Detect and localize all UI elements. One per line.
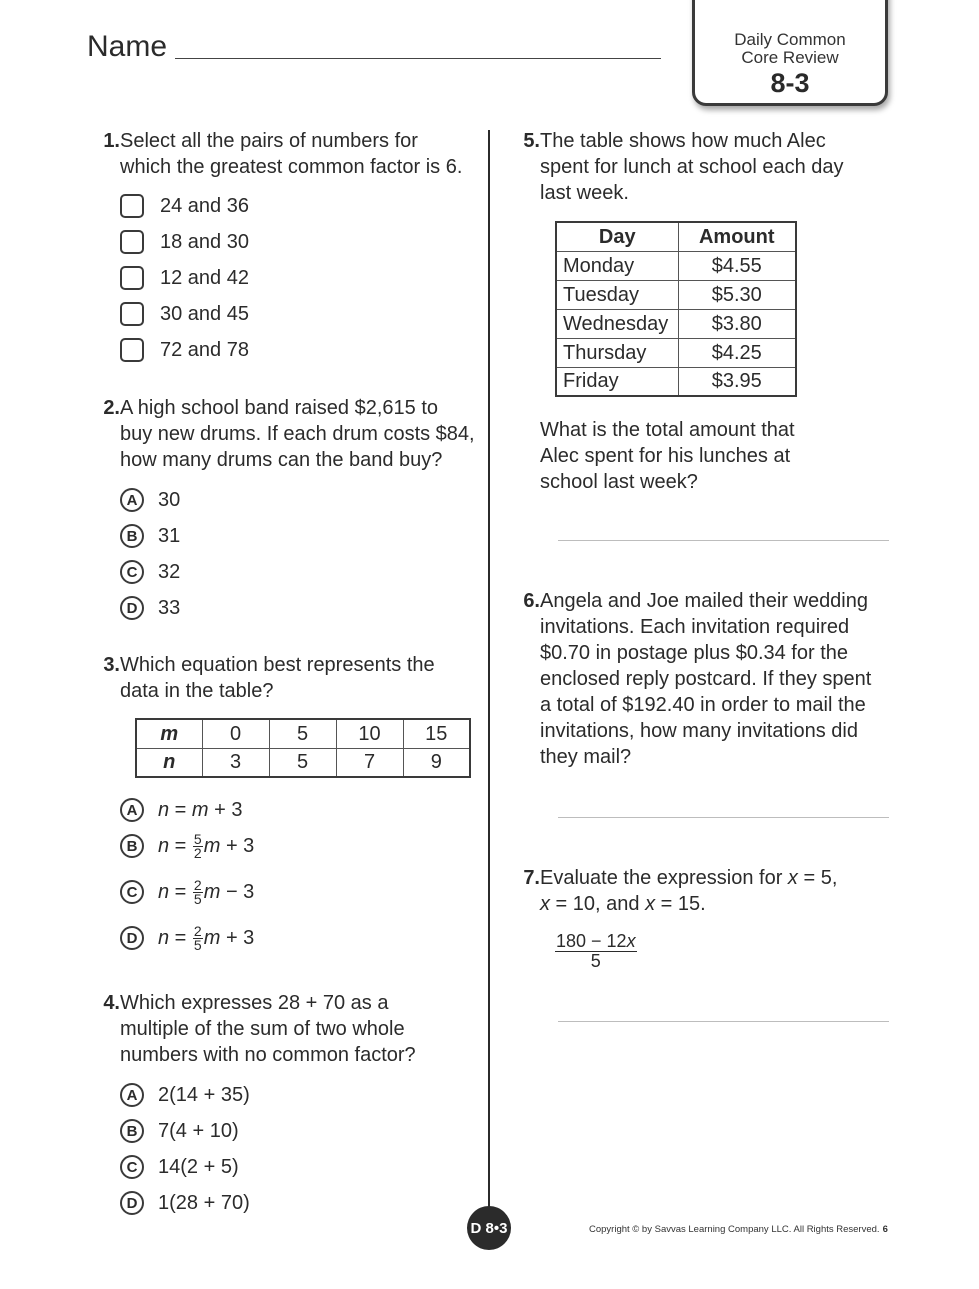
option-checkbox[interactable]: 24 and 36: [120, 193, 249, 219]
question-2: [86, 395, 486, 625]
fraction: $\frac{2}{5}$: [193, 922, 202, 953]
question-number: 4.: [103, 992, 120, 1014]
name-write-line[interactable]: [175, 58, 661, 59]
table-row: Wednesday $3.80: [556, 309, 796, 338]
option-c[interactable]: C n = $\frac{2}{5}$ m − 3: [120, 879, 254, 905]
answer-line-q6[interactable]: [558, 817, 889, 818]
page-number: 6: [882, 1224, 888, 1235]
bubble-a-icon[interactable]: A: [120, 798, 144, 822]
bubble-c-icon[interactable]: C: [120, 880, 144, 904]
fraction: $\frac{5}{2}$: [193, 830, 202, 861]
option-d[interactable]: D n = $\frac{2}{5}$ m + 3: [120, 925, 254, 951]
table-row: Monday $4.55: [556, 251, 796, 280]
option-checkbox[interactable]: 30 and 45: [120, 301, 249, 327]
page-badge: D 8•3: [467, 1206, 511, 1250]
question-text: Select all the pairs of numbers for which the greatest common factor is 6.: [120, 130, 463, 178]
lunch-table: [555, 221, 797, 397]
question-number: 2.: [103, 397, 120, 419]
column-header-amount: Amount: [678, 222, 796, 251]
option-b[interactable]: B 7(4 + 10): [120, 1118, 239, 1144]
question-1: [86, 128, 486, 368]
checkbox-icon[interactable]: [120, 302, 144, 326]
question-5: [506, 128, 896, 508]
question-text: Evaluate the expression for x = 5, x = 10, and x = 15.: [540, 867, 838, 915]
question-number: 7.: [523, 867, 540, 889]
daily-review-tab: [692, 0, 888, 106]
table-row: Friday $3.95: [556, 367, 796, 396]
bubble-d-icon[interactable]: D: [120, 596, 144, 620]
bubble-d-icon[interactable]: D: [120, 926, 144, 950]
checkbox-icon[interactable]: [120, 266, 144, 290]
copyright-notice: Copyright © by Savvas Learning Company LLC. All Rights Reserved. 6: [589, 1224, 888, 1235]
checkbox-icon[interactable]: [120, 194, 144, 218]
table-row: m 0 5 10 15: [136, 719, 470, 748]
question-6: [506, 588, 896, 778]
bubble-c-icon[interactable]: C: [120, 560, 144, 584]
expression-fraction: 180 − 12x 5: [556, 931, 636, 971]
column-header-day: Day: [556, 222, 678, 251]
option-checkbox[interactable]: 12 and 42: [120, 265, 249, 291]
bubble-a-icon[interactable]: A: [120, 488, 144, 512]
question-3: [86, 652, 486, 962]
question-number: 1.: [103, 130, 120, 152]
option-c[interactable]: C 14(2 + 5): [120, 1154, 239, 1180]
option-c[interactable]: C 32: [120, 559, 180, 585]
bubble-b-icon[interactable]: B: [120, 834, 144, 858]
question-text: Angela and Joe mailed their wedding invitations. Each invitation required $0.70 in postage plus $0.34 for the enclosed reply postcard. If they spent a total of $192.40 in order to mail the invitations, how many invitations did they mail?: [540, 590, 872, 768]
option-d[interactable]: D 33: [120, 595, 180, 621]
question-number: 6.: [523, 590, 540, 612]
question-text: The table shows how much Alec spent for lunch at school each day last week.: [540, 130, 844, 204]
answer-line-q5[interactable]: [558, 540, 889, 541]
bubble-d-icon[interactable]: D: [120, 1191, 144, 1215]
option-checkbox[interactable]: 18 and 30: [120, 229, 249, 255]
option-a[interactable]: A 30: [120, 487, 180, 513]
checkbox-icon[interactable]: [120, 230, 144, 254]
checkbox-icon[interactable]: [120, 338, 144, 362]
question-text: Which expresses 28 + 70 as a multiple of the sum of two whole numbers with no common factor?: [120, 992, 416, 1066]
option-a[interactable]: A 2(14 + 35): [120, 1082, 250, 1108]
bubble-a-icon[interactable]: A: [120, 1083, 144, 1107]
review-code: 8-3: [770, 68, 810, 98]
column-divider: [488, 130, 490, 1212]
table-row: n 3 5 7 9: [136, 748, 470, 777]
question-number: 3.: [103, 654, 120, 676]
table-row: Thursday $4.25: [556, 338, 796, 367]
fraction: $\frac{2}{5}$: [193, 876, 202, 907]
table-header-row: [556, 222, 796, 251]
option-checkbox[interactable]: 72 and 78: [120, 337, 249, 363]
review-title-line2: Core Review: [741, 48, 839, 67]
followup-text: What is the total amount that Alec spent for his lunches at school last week?: [540, 419, 795, 493]
option-b[interactable]: B n = $\frac{5}{2}$ m + 3: [120, 833, 254, 859]
m-n-table: [135, 718, 471, 778]
question-number: 5.: [523, 130, 540, 152]
bubble-b-icon[interactable]: B: [120, 1119, 144, 1143]
bubble-c-icon[interactable]: C: [120, 1155, 144, 1179]
question-text: A high school band raised $2,615 to buy new drums. If each drum costs $84, how many drums can the band buy?: [120, 397, 475, 471]
question-4: [86, 990, 486, 1220]
review-title-line1: Daily Common: [734, 30, 846, 49]
table-row: Tuesday $5.30: [556, 280, 796, 309]
answer-line-q7[interactable]: [558, 1021, 889, 1022]
option-b[interactable]: B 31: [120, 523, 180, 549]
option-a[interactable]: A n = m + 3: [120, 797, 243, 823]
question-text: Which equation best represents the data in the table?: [120, 654, 435, 702]
question-7: [506, 865, 896, 975]
bubble-b-icon[interactable]: B: [120, 524, 144, 548]
option-d[interactable]: D 1(28 + 70): [120, 1190, 250, 1216]
name-label: Name: [87, 30, 168, 63]
